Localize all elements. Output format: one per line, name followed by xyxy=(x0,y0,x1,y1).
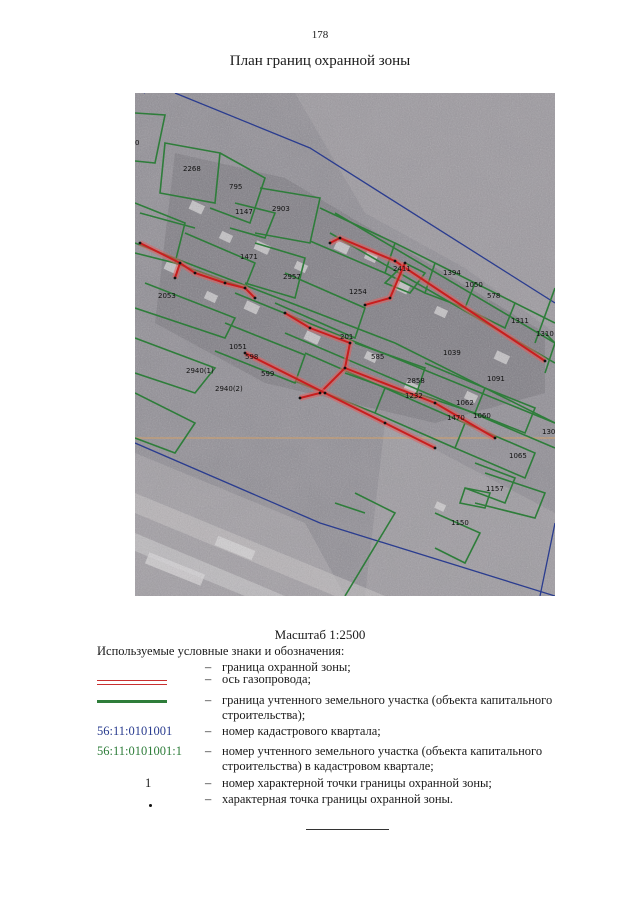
parcel-label: 2940(2) xyxy=(215,385,243,393)
parcel-label: 2053 xyxy=(158,292,176,300)
legend-title: Используемые условные знаки и обозначения: xyxy=(97,644,345,658)
parcel-label: 1060 xyxy=(473,412,491,420)
parcel-label: 2858 xyxy=(407,377,425,385)
aerial-map xyxy=(135,93,555,596)
parcel-label: 2940(1) xyxy=(186,367,214,375)
parcel-label: 2411 xyxy=(393,265,411,273)
parcel-label: 2903 xyxy=(272,205,290,213)
parcel-label: 1091 xyxy=(487,375,505,383)
legend-text-point: характерная точка границы охранной зоны. xyxy=(222,792,454,806)
signature-line xyxy=(306,829,389,830)
legend-dash: – xyxy=(205,776,212,790)
legend-row-point xyxy=(97,792,597,808)
parcel-label: 1050 xyxy=(465,281,483,289)
parcel-label: 1157 xyxy=(486,485,504,493)
legend-dash: – xyxy=(205,660,212,674)
point-symbol xyxy=(149,804,152,807)
map-scale: Масштаб 1:2500 xyxy=(274,627,366,642)
legend-row-parcel xyxy=(97,693,597,725)
parcel-label: 1394 xyxy=(443,269,461,277)
parcel-label: 1471 xyxy=(240,253,258,261)
parcel-label: 598 xyxy=(245,353,259,361)
parcel-line-symbol xyxy=(97,700,167,703)
parcel-label: 795 xyxy=(229,183,243,191)
parcel-label: 201 xyxy=(340,333,354,341)
parcel-label: 2957 xyxy=(283,273,301,281)
legend-dash: – xyxy=(205,724,212,738)
parcel-label: 578 xyxy=(487,292,501,300)
parcel-label: 1051 xyxy=(229,343,247,351)
legend-sample-point: 1 xyxy=(145,776,152,790)
legend-dash: – xyxy=(205,672,212,686)
legend-row-quarter xyxy=(97,724,597,740)
legend-text-point-number: номер характерной точки границы охранной зоны; xyxy=(222,776,492,790)
zone-line-symbol-2 xyxy=(97,684,167,685)
legend-text-parcel: граница учтенного земельного участка (объекта капитального строительства); xyxy=(222,693,553,722)
parcel-label: 599 xyxy=(261,370,275,378)
map-svg xyxy=(135,93,555,596)
legend-row-gas xyxy=(97,672,597,688)
legend-dash: – xyxy=(205,693,212,707)
legend-dash: – xyxy=(205,792,212,806)
parcel-label: 130 xyxy=(542,428,555,436)
parcel-label: 1311 xyxy=(511,317,529,325)
parcel-label: 2268 xyxy=(183,165,201,173)
parcel-label: 0 xyxy=(135,139,140,147)
parcel-label: 1310 xyxy=(536,330,554,338)
legend-text-parcel-number: номер учтенного земельного участка (объекта капитального строительства) в кадастровом квартале; xyxy=(222,744,543,773)
legend-dash: – xyxy=(205,744,212,758)
parcel-label: 1254 xyxy=(349,288,367,296)
page-title: План границ охранной зоны xyxy=(229,53,411,69)
zone-line-symbol xyxy=(97,680,167,681)
legend-sample-parcel: 56:11:0101001:1 xyxy=(97,744,182,758)
parcel-label: 1062 xyxy=(456,399,474,407)
legend-text-zone: граница охранной зоны; xyxy=(222,660,351,674)
legend-row-point-number xyxy=(97,776,597,792)
parcel-label: 1232 xyxy=(405,392,423,400)
parcel-label: 1065 xyxy=(509,452,527,460)
parcel-label: 1147 xyxy=(235,208,253,216)
page-number: 178 xyxy=(311,29,329,41)
parcel-label: 1470 xyxy=(447,414,465,422)
legend-sample-quarter: 56:11:0101001 xyxy=(97,724,173,738)
parcel-label: 1039 xyxy=(443,349,461,357)
parcel-label: 585 xyxy=(371,353,385,361)
legend-text-quarter: номер кадастрового квартала; xyxy=(222,724,381,738)
legend-row-parcel-number xyxy=(97,744,597,776)
parcel-label: 1150 xyxy=(451,519,469,527)
legend-text-gas: ось газопровода; xyxy=(222,672,312,686)
